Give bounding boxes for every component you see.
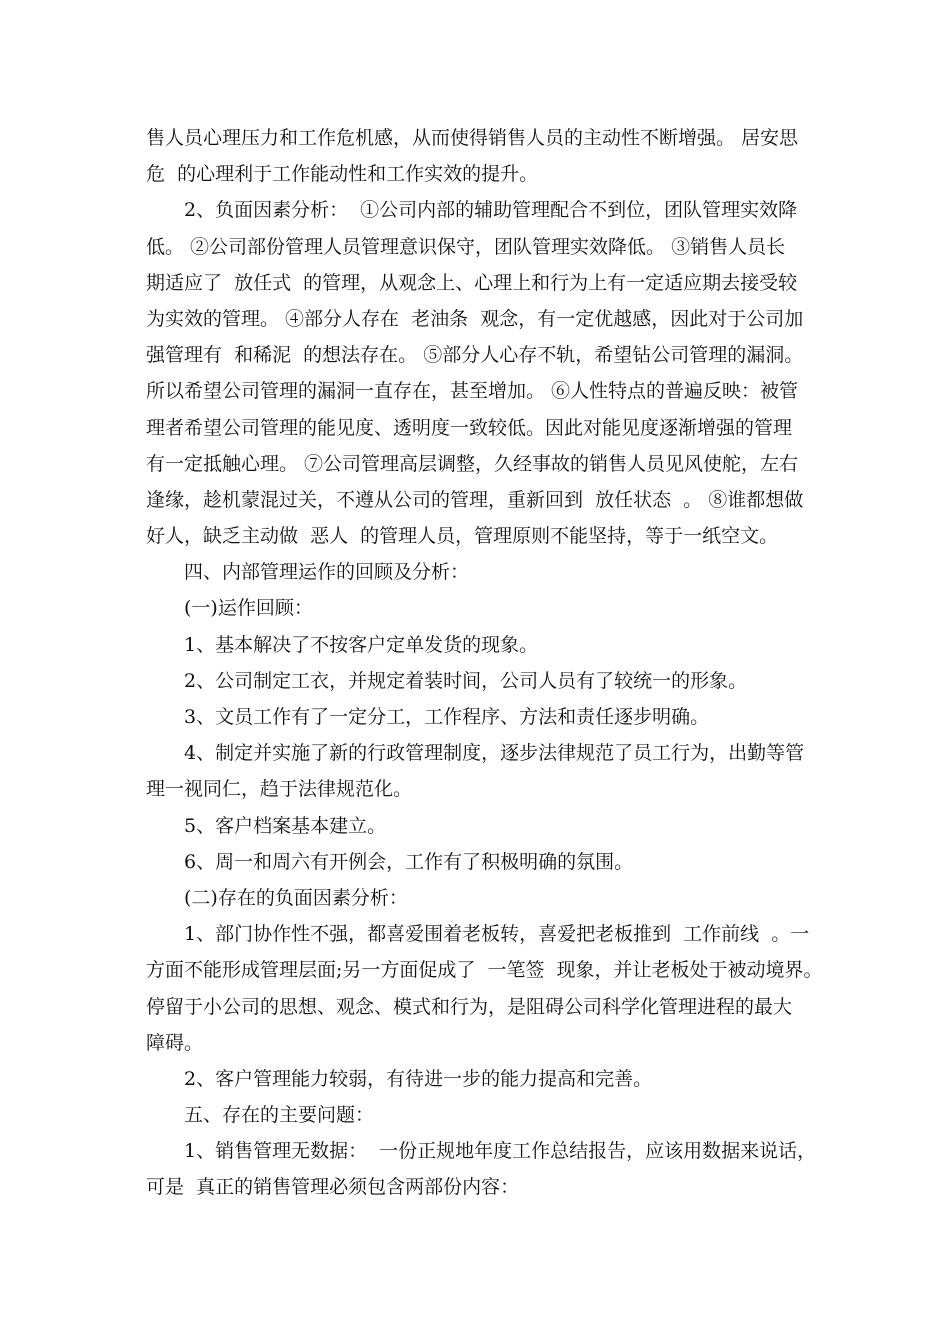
text-line: 方面不能形成管理层面;另一方面促成了 一笔签 现象，并让老板处于被动境界。 (146, 959, 823, 982)
text-line: 5、客户档案基本建立。 (184, 814, 387, 837)
text-line: 危 的心理利于工作能动性和工作实效的提升。 (146, 163, 539, 186)
text-line: 2、负面因素分析： ①公司内部的辅助管理配合不到位，团队管理实效降 (184, 199, 798, 222)
text-line: 停留于小公司的思想、观念、模式和行为，是阻碍公司科学化管理进程的最大 (146, 995, 793, 1018)
text-line: 好人，缺乏主动做 恶人 的管理人员，管理原则不能坚持，等于一纸空文。 (146, 525, 779, 548)
text-line: 1、销售管理无数据： 一份正规地年度工作总结报告，应该用数据来说话， (184, 1140, 817, 1163)
text-line: 售人员心理压力和工作危机感，从而使得销售人员的主动性不断增强。 居安思 (146, 127, 799, 149)
text-line: 理一视同仁，趋于法律规范化。 (146, 778, 413, 801)
document-body (146, 120, 826, 1206)
text-line: 理者希望公司管理的能见度、透明度一致较低。因此对能见度逐渐增强的管理 (146, 416, 793, 439)
text-line: 障碍。 (146, 1031, 204, 1054)
text-line: 有一定抵触心理。 ⑦公司管理高层调整，久经事故的销售人员见风使舵，左右 (146, 452, 799, 475)
text-line: 期适应了 放任式 的管理，从观念上、心理上和行为上有一定适应期去接受较 (146, 271, 798, 294)
subsection-heading: (二)存在的负面因素分析： (184, 886, 408, 909)
text-line: 2、客户管理能力较弱，有待进一步的能力提高和完善。 (184, 1067, 653, 1090)
text-line: 低。 ②公司部份管理人员管理意识保守，团队管理实效降低。 ③销售人员长 (146, 235, 786, 258)
text-line: 所以希望公司管理的漏洞一直存在，甚至增加。 ⑥人性特点的普遍反映：被管 (146, 380, 799, 403)
section-heading: 五、存在的主要问题： (184, 1104, 375, 1127)
text-line: 可是 真正的销售管理必须包含两部份内容： (146, 1176, 520, 1199)
subsection-heading: (一)运作回顾： (184, 597, 313, 620)
text-line: 3、文员工作有了一定分工，工作程序、方法和责任逐步明确。 (184, 706, 710, 728)
text-line: 1、部门协作性不强，都喜爱围着老板转，喜爱把老板推到 工作前线 。一 (184, 923, 810, 946)
text-line: 为实效的管理。 ④部分人存在 老油条 观念，有一定优越感，因此对于公司加 (146, 307, 804, 330)
text-line: 1、基本解决了不按客户定单发货的现象。 (184, 633, 539, 656)
text-line: 6、周一和周六有开例会，工作有了积极明确的氛围。 (184, 850, 634, 873)
section-heading: 四、内部管理运作的回顾及分析： (184, 561, 470, 584)
text-line: 逢缘，趁机蒙混过关，不遵从公司的管理，重新回到 放任状态 。 ⑧谁都想做 (146, 488, 804, 511)
text-line: 2、公司制定工衣，并规定着装时间，公司人员有了较统一的形象。 (184, 669, 748, 692)
text-line: 4、制定并实施了新的行政管理制度，逐步法律规范了员工行为，出勤等管 (184, 742, 805, 765)
text-line: 强管理有 和稀泥 的想法存在。 ⑤部分人心存不轨，希望钻公司管理的漏洞。 (146, 344, 804, 367)
